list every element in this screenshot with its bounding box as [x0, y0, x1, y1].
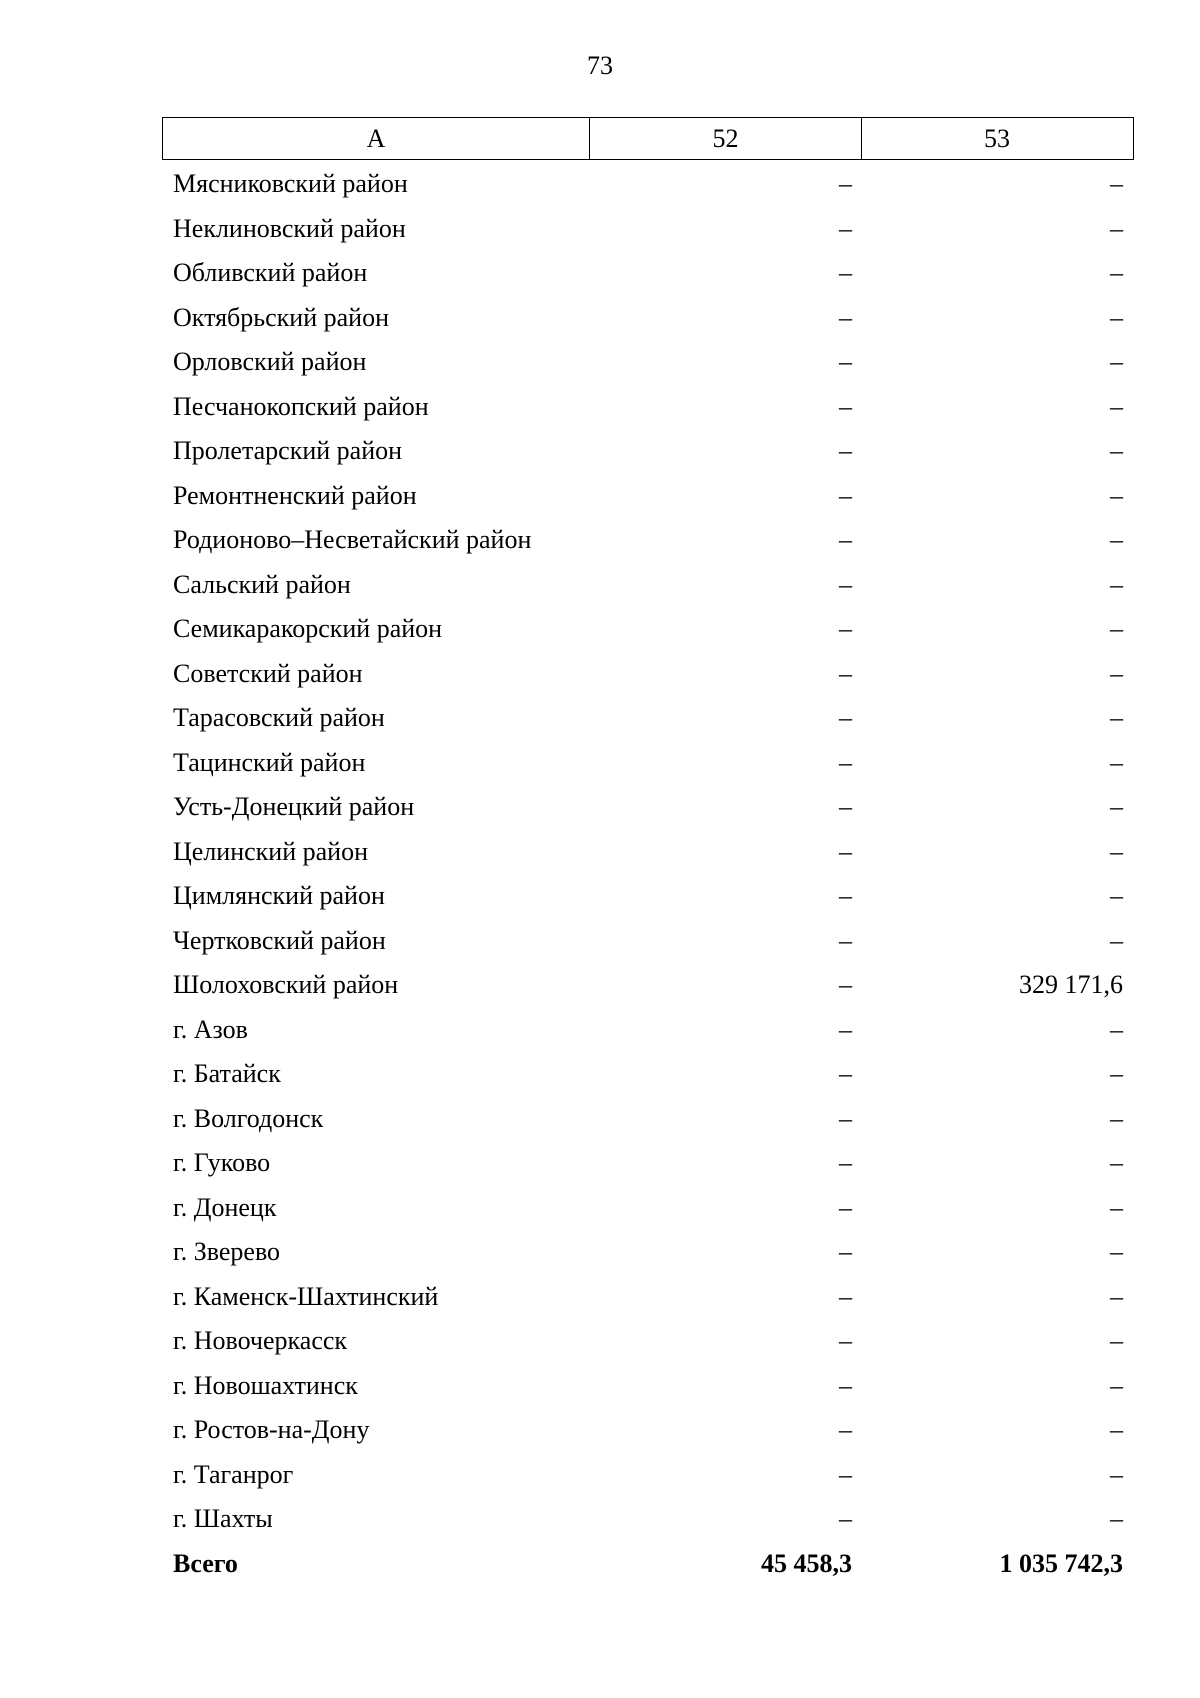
- row-value-53: –: [1110, 1459, 1123, 1489]
- row-value-52: –: [839, 1192, 852, 1222]
- table-row: [162, 207, 1134, 252]
- row-name: Мясниковский район: [173, 169, 408, 198]
- row-value-52: –: [839, 614, 852, 643]
- row-value-53: –: [1110, 1014, 1123, 1044]
- row-value-53: –: [1110, 925, 1123, 955]
- table-row: [162, 518, 1134, 563]
- row-name: г. Новочеркасск: [173, 1326, 348, 1355]
- row-value-52: –: [839, 1326, 852, 1355]
- row-value-53: –: [1110, 703, 1123, 732]
- row-value-53: –: [1110, 1059, 1123, 1088]
- row-value-53: –: [1110, 792, 1123, 821]
- table-row: [162, 874, 1134, 919]
- table-row: [162, 385, 1134, 430]
- row-value-52: –: [839, 881, 852, 910]
- row-name: Песчанокопский район: [173, 391, 429, 421]
- row-value-52: –: [839, 347, 852, 376]
- row-value-52: –: [839, 1148, 852, 1177]
- total-value-53: 1 035 742,3: [999, 1548, 1123, 1578]
- row-name: Цимлянский район: [173, 881, 385, 910]
- row-value-53: –: [1110, 658, 1123, 688]
- table-row: [162, 652, 1134, 697]
- row-value-53: –: [1110, 1504, 1123, 1533]
- header-cell-53: 53: [984, 123, 1010, 153]
- total-value-52: 45 458,3: [761, 1548, 852, 1578]
- row-name: Усть-Донецкий район: [173, 792, 415, 821]
- row-name: Сальский район: [173, 569, 351, 599]
- table-row: [162, 251, 1134, 296]
- table-row: [162, 1008, 1134, 1053]
- header-cell-a: А: [163, 118, 590, 159]
- row-name: Целинский район: [173, 836, 368, 866]
- row-value-53: –: [1110, 881, 1123, 910]
- row-value-53: –: [1110, 302, 1123, 332]
- row-value-53: –: [1110, 747, 1123, 777]
- row-name: Октябрьский район: [173, 302, 389, 332]
- table-row: [162, 1275, 1134, 1320]
- row-name: Обливский район: [173, 258, 368, 287]
- row-name: г. Батайск: [173, 1059, 281, 1088]
- row-value-53: –: [1110, 614, 1123, 643]
- row-value-53: –: [1110, 213, 1123, 243]
- row-value-53: –: [1110, 1281, 1123, 1311]
- row-name: г. Волгодонск: [173, 1103, 324, 1133]
- row-value-53: –: [1110, 525, 1123, 554]
- row-value-53: –: [1110, 436, 1123, 465]
- row-value-52: –: [839, 970, 852, 999]
- table-row: [162, 785, 1134, 830]
- table-row: [162, 830, 1134, 875]
- row-name: г. Гуково: [173, 1148, 271, 1177]
- row-name: г. Шахты: [173, 1504, 273, 1533]
- row-value-53: –: [1110, 1192, 1123, 1222]
- row-value-52: –: [839, 436, 852, 465]
- table-row: [162, 1364, 1134, 1409]
- row-name: г. Новошахтинск: [173, 1370, 358, 1400]
- row-value-52: –: [839, 1504, 852, 1533]
- row-value-53: –: [1110, 347, 1123, 376]
- row-name: г. Донецк: [173, 1192, 277, 1222]
- table-row: [162, 963, 1134, 1008]
- row-value-53: –: [1110, 1148, 1123, 1177]
- row-name: Орловский район: [173, 347, 367, 376]
- row-name: г. Таганрог: [173, 1459, 294, 1489]
- row-value-53: –: [1110, 169, 1123, 198]
- row-value-52: –: [839, 1415, 852, 1444]
- table-row: [162, 919, 1134, 964]
- row-value-52: –: [839, 1059, 852, 1088]
- row-value-53: –: [1110, 1326, 1123, 1355]
- table-row: [162, 1141, 1134, 1186]
- table-row: [162, 1408, 1134, 1453]
- table-row: [162, 1497, 1134, 1542]
- table-row: [162, 1319, 1134, 1364]
- row-value-52: –: [839, 391, 852, 421]
- row-value-52: –: [839, 1459, 852, 1489]
- row-value-52: –: [839, 1281, 852, 1311]
- row-value-53: 329 171,6: [1019, 970, 1123, 999]
- table-row: [162, 1097, 1134, 1142]
- row-value-53: –: [1110, 480, 1123, 510]
- table-row: [162, 429, 1134, 474]
- row-value-52: –: [839, 1014, 852, 1044]
- table-row: [162, 607, 1134, 652]
- row-value-52: –: [839, 258, 852, 287]
- table-row-total: [162, 1542, 1134, 1587]
- table-row: [162, 563, 1134, 608]
- row-value-52: –: [839, 1370, 852, 1400]
- table-row: [162, 1186, 1134, 1231]
- row-value-52: –: [839, 658, 852, 688]
- row-value-53: –: [1110, 569, 1123, 599]
- table-row: [162, 1052, 1134, 1097]
- row-value-53: –: [1110, 1103, 1123, 1133]
- table-row: [162, 474, 1134, 519]
- row-name: Неклиновский район: [173, 213, 406, 243]
- row-value-52: –: [839, 836, 852, 866]
- row-name: г. Ростов-на-Дону: [173, 1415, 370, 1444]
- row-name: Ремонтненский район: [173, 480, 417, 510]
- table-row: [162, 1230, 1134, 1275]
- row-value-53: –: [1110, 1237, 1123, 1266]
- row-name: Тарасовский район: [173, 703, 385, 732]
- row-value-52: –: [839, 569, 852, 599]
- row-name: Семикаракорский район: [173, 614, 443, 643]
- table-header: [162, 117, 1134, 160]
- row-value-52: –: [839, 525, 852, 554]
- row-value-52: –: [839, 1237, 852, 1266]
- table-body: [162, 162, 1134, 1586]
- table-row: [162, 1453, 1134, 1498]
- row-value-52: –: [839, 1103, 852, 1133]
- row-value-53: –: [1110, 1415, 1123, 1444]
- row-value-53: –: [1110, 258, 1123, 287]
- row-value-53: –: [1110, 391, 1123, 421]
- row-value-52: –: [839, 925, 852, 955]
- row-name: Пролетарский район: [173, 436, 403, 465]
- row-name: Чертковский район: [173, 925, 386, 955]
- row-value-52: –: [839, 213, 852, 243]
- table-row: [162, 696, 1134, 741]
- row-name: г. Азов: [173, 1014, 248, 1044]
- row-value-52: –: [839, 302, 852, 332]
- row-value-52: –: [839, 792, 852, 821]
- row-value-53: –: [1110, 1370, 1123, 1400]
- total-label: Всего: [173, 1548, 238, 1578]
- row-name: Родионово–Несветайский район: [173, 525, 532, 554]
- row-value-52: –: [839, 480, 852, 510]
- table-row: [162, 296, 1134, 341]
- row-name: Шолоховский район: [173, 970, 399, 999]
- page-number: 73: [587, 51, 613, 80]
- table-row: [162, 162, 1134, 207]
- row-value-52: –: [839, 169, 852, 198]
- row-name: Тацинский район: [173, 747, 366, 777]
- row-value-52: –: [839, 703, 852, 732]
- table-row: [162, 340, 1134, 385]
- row-name: г. Зверево: [173, 1237, 281, 1266]
- header-cell-52: 52: [590, 118, 862, 159]
- row-name: Советский район: [173, 658, 363, 688]
- row-value-52: –: [839, 747, 852, 777]
- row-value-53: –: [1110, 836, 1123, 866]
- row-name: г. Каменск-Шахтинский: [173, 1281, 439, 1311]
- table-row: [162, 741, 1134, 786]
